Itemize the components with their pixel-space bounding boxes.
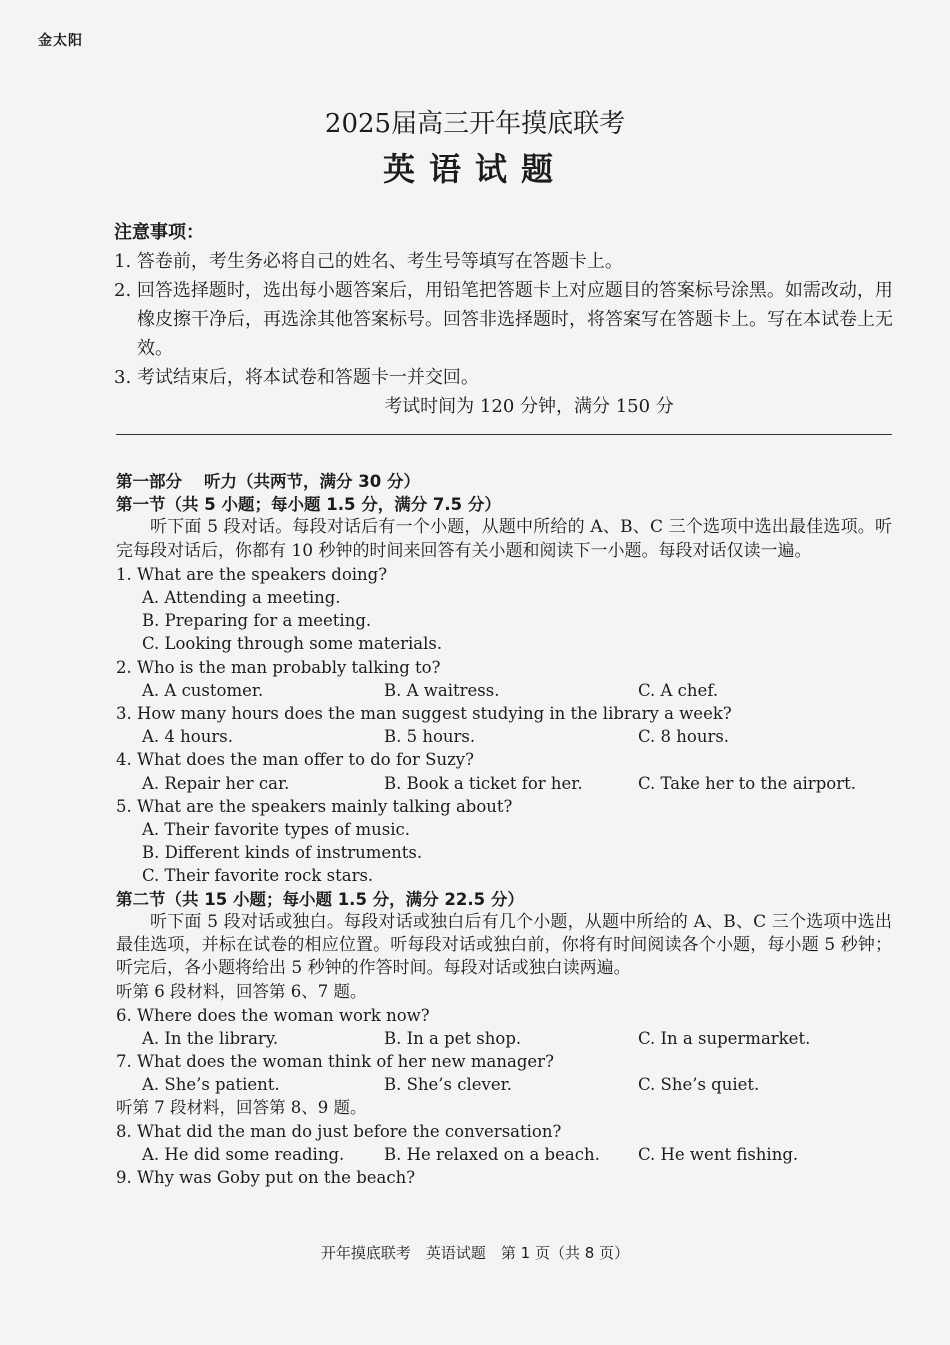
option-c: C. In a supermarket.: [638, 1028, 811, 1048]
notes-section: [114, 218, 904, 421]
notes-heading: 注意事项：: [114, 222, 204, 243]
question-4: 4. What does the man offer to do for Suzy?: [116, 750, 474, 770]
option-c: C. Their favorite rock stars.: [142, 866, 374, 886]
options-row: [116, 1073, 892, 1096]
option-a: A. She’s patient.: [142, 1075, 280, 1095]
options-row: [116, 772, 892, 795]
option-b: B. A waitress.: [384, 680, 500, 700]
options-row: [116, 679, 892, 702]
section1-instructions: 听下面 5 段对话。每段对话后有一个小题，从题中所给的 A、B、C 三个选项中选出最佳选项。听完每段对话后，你都有 10 秒钟的时间来回答有关小题和阅读下一小题。每段对话仅读一遍。: [116, 517, 892, 561]
section1-title: 第一节（共 5 小题；每小题 1.5 分，满分 7.5 分）: [116, 495, 501, 515]
options-row: [116, 1027, 892, 1050]
note-item: 1. 答卷前，考生务必将自己的姓名、考生号等填写在答题卡上。: [114, 251, 623, 272]
option-b: B. Different kinds of instruments.: [142, 843, 423, 863]
options-row: [116, 1143, 892, 1166]
option-c: C. 8 hours.: [638, 727, 730, 747]
question-9: 9. Why was Goby put on the beach?: [116, 1168, 416, 1188]
subject-title: 英语试题: [382, 150, 567, 188]
option-b: B. He relaxed on a beach.: [384, 1144, 600, 1164]
material-6-label: 听第 6 段材料，回答第 6、7 题。: [116, 982, 367, 1002]
question-7: 7. What does the woman think of her new manager?: [116, 1052, 554, 1072]
option-b: B. In a pet shop.: [384, 1028, 522, 1048]
section2-title: 第二节（共 15 小题；每小题 1.5 分，满分 22.5 分）: [116, 889, 524, 909]
note-item: 3. 考试结束后，将本试卷和答题卡一并交回。: [114, 367, 479, 388]
option-b: B. She’s clever.: [384, 1075, 512, 1095]
divider-line: [116, 434, 892, 435]
part1-title: [116, 470, 892, 493]
option-a: A. Repair her car.: [142, 773, 290, 793]
question-8: 8. What did the man do just before the conversation?: [116, 1121, 562, 1141]
question-6: 6. Where does the woman work now?: [116, 1005, 430, 1025]
option-a: A. A customer.: [142, 680, 264, 700]
page-footer: 开年摸底联考 英语试题 第 1 页（共 8 页）: [320, 1244, 630, 1262]
material-7-label: 听第 7 段材料，回答第 8、9 题。: [116, 1098, 367, 1118]
exam-time: 考试时间为 120 分钟，满分 150 分: [384, 396, 674, 417]
section2-instructions: 听下面 5 段对话或独白。每段对话或独白后有几个小题，从题中所给的 A、B、C 三个选项中选出最佳选项，并标在试卷的相应位置。听每段对话或独白前，你将有时间阅读各个小题，每小题 5 秒钟；听完后，各小题将给出 5 秒钟的作答时间。每段对话或独白读两遍。: [116, 911, 892, 979]
question-1: 1. What are the speakers doing?: [116, 564, 388, 584]
options-row: [116, 725, 892, 748]
question-5: 5. What are the speakers mainly talking about?: [116, 796, 513, 816]
option-c: C. She’s quiet.: [638, 1075, 760, 1095]
option-c: C. Take her to the airport.: [638, 773, 856, 793]
question-2: 2. Who is the man probably talking to?: [116, 657, 441, 677]
option-c: C. Looking through some materials.: [142, 634, 443, 654]
question-3: 3. How many hours does the man suggest studying in the library a week?: [116, 704, 732, 724]
option-a: A. Attending a meeting.: [142, 588, 341, 608]
part1-label: 第一部分: [116, 472, 182, 491]
part1-desc: 听力（共两节，满分 30 分）: [204, 472, 420, 491]
option-c: C. A chef.: [638, 680, 719, 700]
option-a: A. In the library.: [142, 1028, 279, 1048]
option-c: C. He went fishing.: [638, 1144, 799, 1164]
option-b: B. 5 hours.: [384, 727, 476, 747]
option-a: A. 4 hours.: [142, 727, 233, 747]
note-item: 2. 回答选择题时，选出每小题答案后，用铅笔把答题卡上对应题目的答案标号涂黑。如需改动，用橡皮擦干净后，再选涂其他答案标号。回答非选择题时，将答案写在答题卡上。写在本试卷上无效。: [114, 280, 893, 359]
listening-part: [116, 470, 892, 1189]
option-b: B. Book a ticket for her.: [384, 773, 583, 793]
corner-mark: 金太阳: [38, 33, 83, 49]
option-b: B. Preparing for a meeting.: [142, 611, 372, 631]
option-a: A. He did some reading.: [142, 1144, 345, 1164]
option-a: A. Their favorite types of music.: [142, 820, 410, 840]
exam-title: 2025届高三开年摸底联考: [324, 109, 626, 139]
